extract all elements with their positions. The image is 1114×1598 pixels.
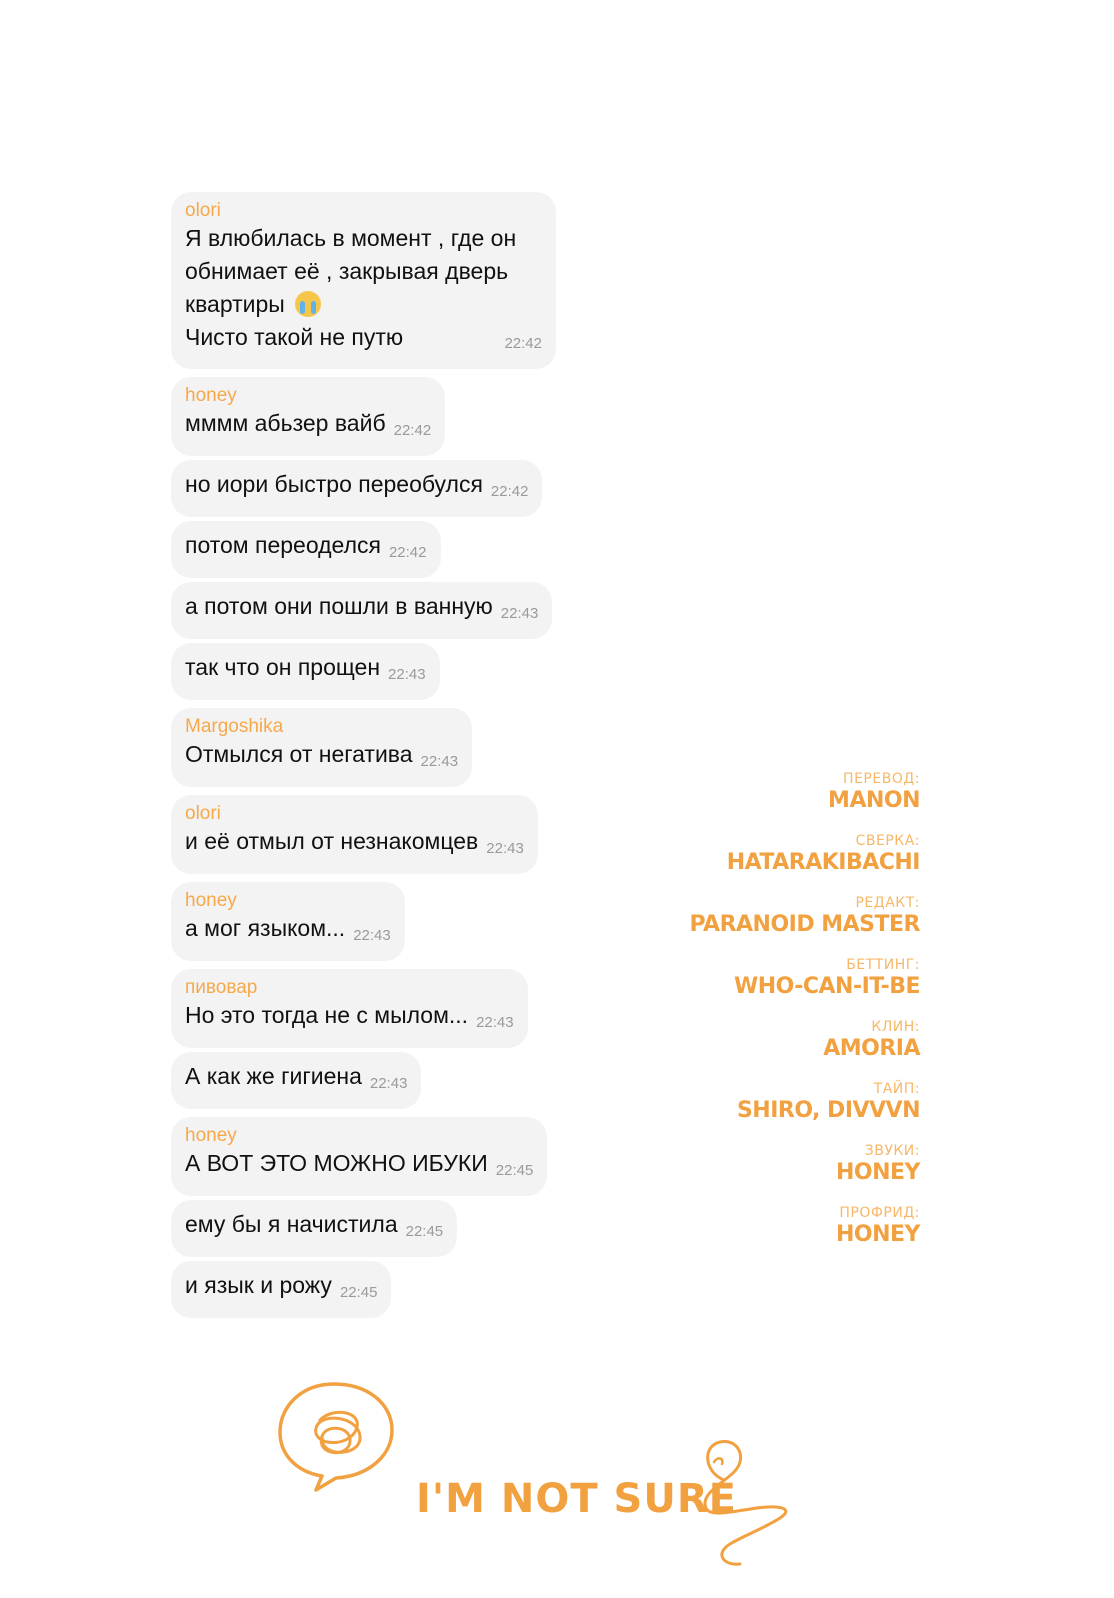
message-row [171,795,591,874]
message-time: 22:42 [504,335,542,352]
message-bubble[interactable] [171,1200,457,1257]
message-text [185,590,538,630]
message-text-part: а мог языком... [185,915,346,941]
message-text-part: А как же гигиена [185,1063,362,1089]
message-text [185,1060,407,1100]
message-text-part: и её отмыл от незнакомцев [185,828,479,854]
message-row [171,460,591,517]
message-row [171,377,591,456]
message-row [171,643,591,700]
message-text-part: потом переоделся [185,532,381,558]
message-text-part: Но это тогда не с мылом... [185,1002,469,1028]
message-sender: пивовар [185,977,258,998]
message-bubble[interactable] [171,882,405,961]
message-sender: honey [185,1125,237,1146]
message-text [185,651,426,691]
credit-name: HATARAKIBACHI [726,850,920,875]
brand-title: I'M NOT SURE [416,1476,737,1522]
credit-role: ЗВУКИ: [864,1143,920,1159]
message-bubble[interactable] [171,708,472,787]
credit-edit [689,894,920,938]
credit-name: AMORIA [823,1036,920,1061]
message-text [185,222,542,354]
message-text-part: Отмылся от негатива [185,741,413,767]
message-text-part: ему бы я начистила [185,1211,398,1237]
message-text [185,468,528,508]
message-time: 22:42 [393,422,432,439]
message-text [185,999,514,1039]
credit-role: БЕТТИНГ: [846,957,920,973]
message-time: 22:43 [369,1075,408,1092]
message-row [171,708,591,787]
message-sender: honey [185,890,237,911]
message-time: 22:45 [339,1284,378,1301]
message-bubble[interactable] [171,1261,391,1318]
crying-face-icon [295,291,321,317]
speech-bubble-scribble-icon [272,1376,412,1496]
squiggle-doodle-icon [690,1432,800,1572]
credit-name: HONEY [836,1222,920,1247]
message-time: 22:43 [500,605,539,622]
message-time: 22:43 [420,753,459,770]
credit-check [689,832,920,876]
message-sender: Margoshika [185,716,284,737]
message-time: 22:42 [490,483,529,500]
credit-name: HONEY [836,1160,920,1185]
credit-role: РЕДАКТ: [855,895,920,911]
message-text-part: так что он прощен [185,654,381,680]
chat-log [171,192,591,1322]
credit-translation [689,770,920,814]
message-row [171,969,591,1048]
credit-name: SHIRO, DIVVVN [736,1098,920,1123]
message-time: 22:43 [388,666,426,683]
message-text-part: Я влюбилась в момент , где он обнимает её , закрывая дверь квартиры [185,225,517,317]
message-bubble[interactable] [171,582,552,639]
message-text [185,1147,533,1187]
message-row [171,882,591,961]
credit-role: ТАЙП: [873,1081,920,1097]
credits-panel [689,770,920,1266]
message-text-part: А ВОТ ЭТО МОЖНО ИБУКИ [185,1150,488,1176]
message-text [185,738,458,778]
message-sender: olori [185,803,221,824]
credit-name: PARANOID MASTER [689,912,920,937]
message-row [171,521,591,578]
message-sender: honey [185,385,237,406]
message-bubble[interactable] [171,377,445,456]
credit-role: ПЕРЕВОД: [843,771,920,787]
message-bubble[interactable] [171,643,440,700]
message-text-part: а потом они пошли в ванную [185,593,493,619]
credit-role: КЛИН: [871,1019,920,1035]
credit-proofread [689,1204,920,1248]
credit-clean [689,1018,920,1062]
message-text [185,1269,377,1309]
message-time: 22:42 [388,544,427,561]
message-time: 22:43 [486,840,524,857]
message-row [171,192,591,369]
message-row [171,1261,591,1318]
credit-type [689,1080,920,1124]
credit-sfx [689,1142,920,1186]
message-text [185,825,524,865]
message-row [171,1052,591,1109]
message-row [171,1117,591,1196]
message-row [171,1200,591,1257]
credit-name: WHO-CAN-IT-BE [733,974,920,999]
message-bubble[interactable] [171,795,538,874]
credit-name: MANON [828,788,920,813]
credit-role: СВЕРКА: [855,833,920,849]
message-time: 22:43 [476,1014,514,1031]
message-time: 22:45 [405,1223,444,1240]
message-bubble[interactable] [171,521,441,578]
message-bubble[interactable] [171,1052,421,1109]
message-bubble[interactable] [171,460,542,517]
message-row [171,582,591,639]
message-text [185,1208,443,1248]
message-bubble[interactable] [171,192,556,369]
credit-beta [689,956,920,1000]
message-time: 22:45 [495,1162,534,1179]
credit-role: ПРОФРИД: [839,1205,920,1221]
message-text-part: но иори быстро переобулся [185,471,483,497]
message-text-part: мммм абьзер вайб [185,410,386,436]
message-text [185,912,391,952]
message-text-part: и язык и рожу [185,1272,332,1298]
message-sender: olori [185,200,221,221]
message-time: 22:43 [353,927,391,944]
message-bubble[interactable] [171,969,528,1048]
message-text-part: Чисто такой не путю [185,324,404,350]
message-text [185,529,427,569]
message-bubble[interactable] [171,1117,547,1196]
message-text [185,407,431,447]
